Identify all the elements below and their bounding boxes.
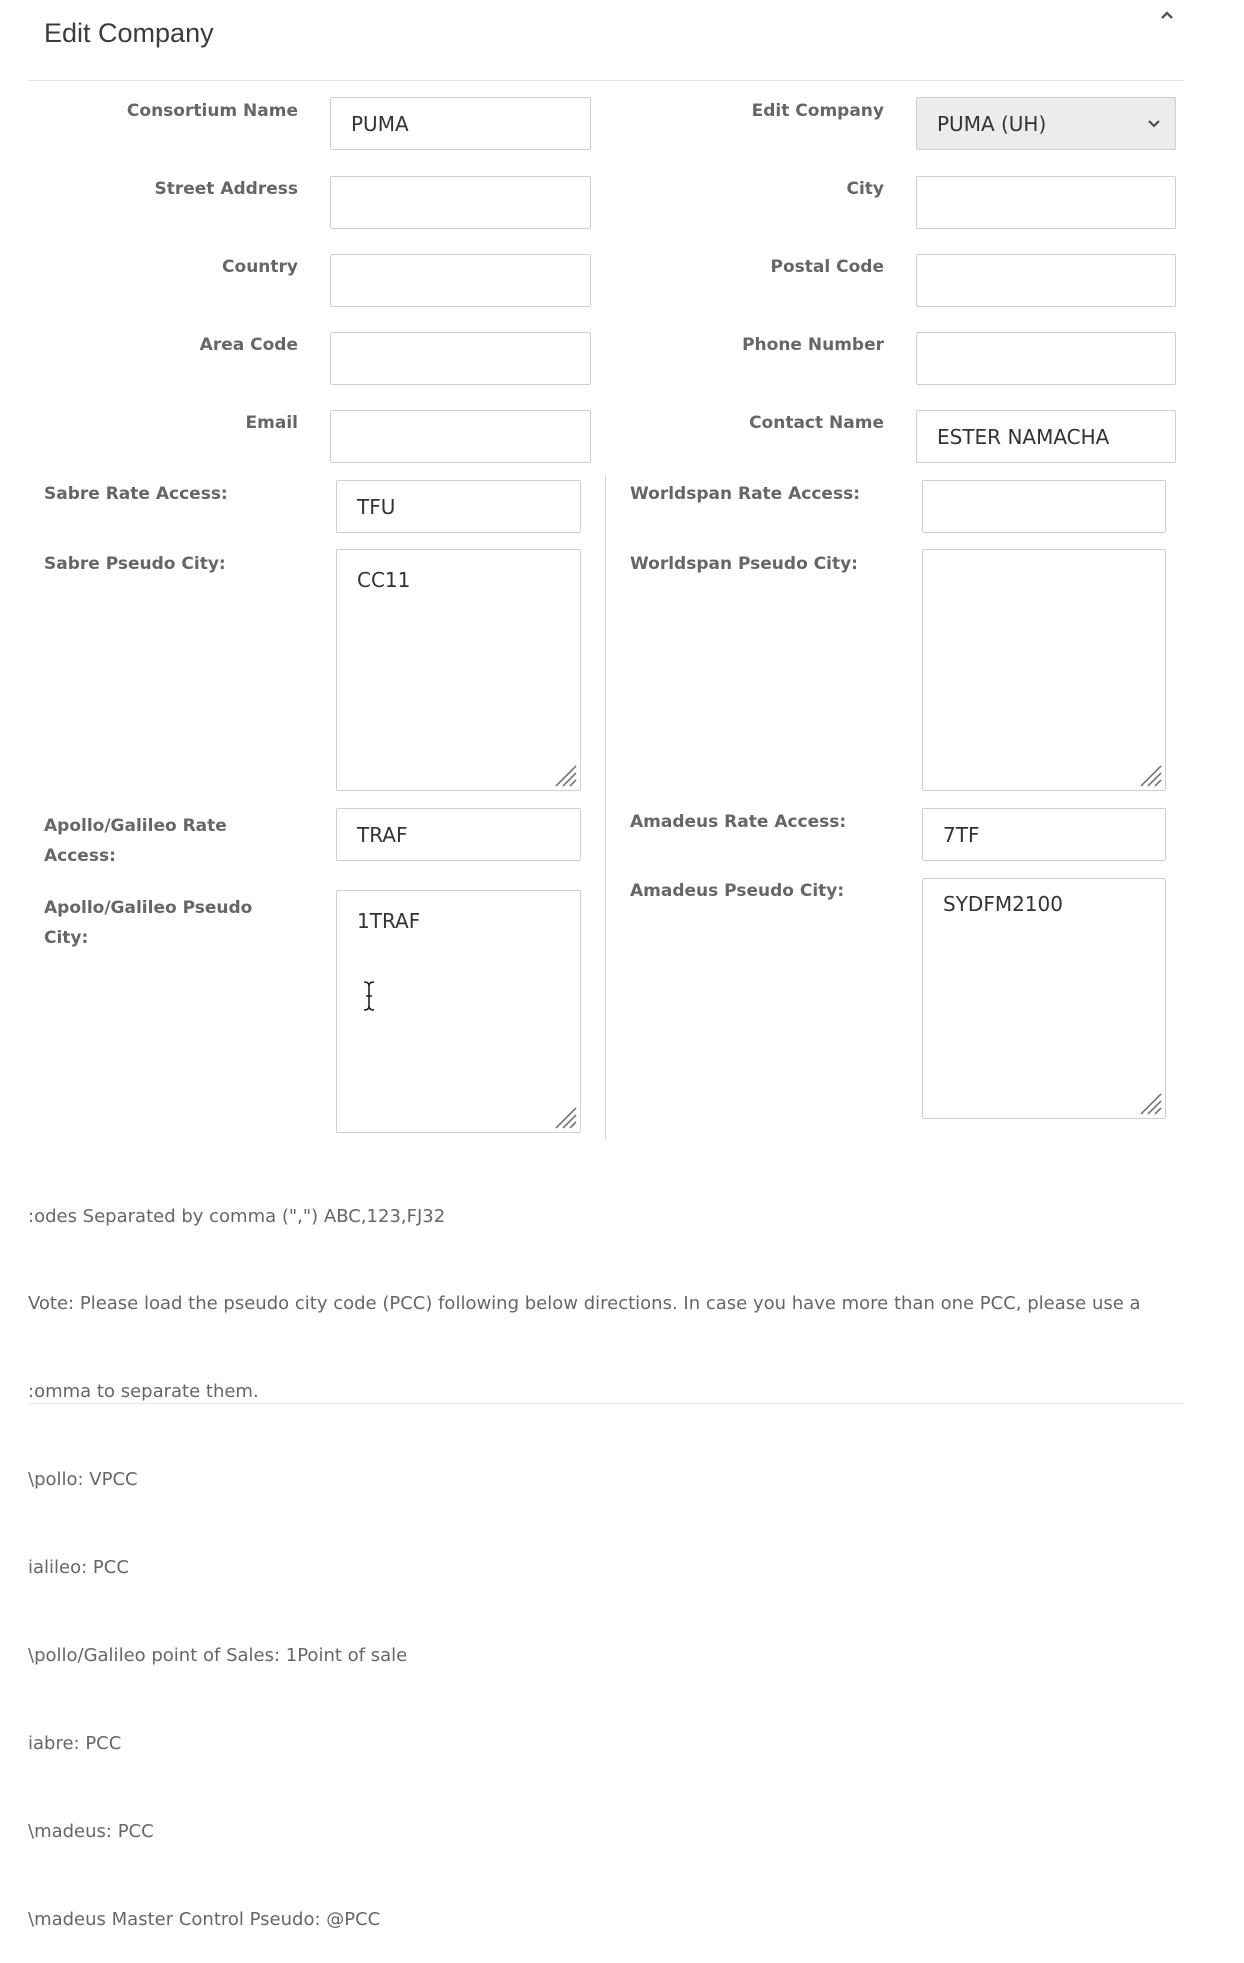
note-line: iabre: PCC — [28, 1732, 122, 1754]
postal-code-input[interactable] — [916, 254, 1176, 307]
apollo-rate-access-input[interactable] — [336, 808, 581, 861]
apollo-rate-access-label — [44, 811, 284, 871]
worldspan-pseudo-city-wrapper — [922, 549, 1166, 791]
resize-handle-icon[interactable] — [552, 1104, 578, 1130]
amadeus-rate-access-input[interactable] — [922, 808, 1166, 861]
note-line: ialileo: PCC — [28, 1557, 129, 1579]
sabre-rate-access-input[interactable] — [336, 480, 581, 533]
apollo-pseudo-city-label-line2: City: — [44, 928, 89, 948]
amadeus-rate-access-label: Amadeus Rate Access: — [630, 812, 847, 832]
amadeus-pseudo-city-wrapper — [922, 878, 1166, 1119]
apollo-pseudo-city-label-line1: Apollo/Galileo Pseudo — [44, 898, 253, 918]
resize-handle-icon[interactable] — [1137, 762, 1163, 788]
chevron-up-icon[interactable] — [1156, 4, 1178, 26]
contact-name-label: Contact Name — [749, 413, 884, 433]
note-line: \madeus: PCC — [28, 1820, 154, 1842]
amadeus-pseudo-city-label: Amadeus Pseudo City: — [630, 881, 845, 901]
amadeus-pseudo-city-textarea[interactable] — [922, 878, 1166, 1119]
worldspan-pseudo-city-textarea[interactable] — [922, 549, 1166, 791]
phone-number-label: Phone Number — [742, 335, 884, 355]
city-input[interactable] — [916, 176, 1176, 229]
street-address-label: Street Address — [154, 179, 298, 199]
chevron-down-icon — [1147, 119, 1161, 129]
area-code-input[interactable] — [330, 332, 591, 385]
country-input[interactable] — [330, 254, 591, 307]
sabre-rate-access-label: Sabre Rate Access: — [44, 484, 228, 504]
sabre-pseudo-city-textarea[interactable] — [336, 549, 581, 791]
note-line: :omma to separate them. — [28, 1381, 259, 1403]
postal-code-label: Postal Code — [770, 257, 884, 277]
footer-divider — [28, 1403, 1184, 1404]
edit-company-select[interactable] — [916, 97, 1176, 150]
contact-name-input[interactable] — [916, 410, 1176, 463]
email-label: Email — [245, 413, 298, 433]
note-line: \madeus Master Control Pseudo: @PCC — [28, 1908, 381, 1930]
city-label: City — [846, 179, 884, 199]
worldspan-rate-access-label: Worldspan Rate Access: — [630, 484, 860, 504]
country-label: Country — [222, 257, 298, 277]
pcc-notes — [28, 1143, 1208, 1963]
consortium-name-input[interactable] — [330, 97, 591, 150]
note-line: Vote: Please load the pseudo city code (PCC) following below directions. In case you have more than one PCC, please use a — [28, 1293, 1141, 1315]
edit-company-label: Edit Company — [751, 101, 884, 121]
edit-company-selected-value: PUMA (UH) — [937, 111, 1047, 136]
street-address-input[interactable] — [330, 176, 591, 229]
area-code-label: Area Code — [199, 335, 298, 355]
note-line: \pollo/Galileo point of Sales: 1Point of sale — [28, 1645, 408, 1667]
worldspan-pseudo-city-label: Worldspan Pseudo City: — [630, 554, 858, 574]
header-divider — [28, 80, 1184, 81]
sabre-pseudo-city-label: Sabre Pseudo City: — [44, 554, 226, 574]
apollo-rate-access-label-line2: Access: — [44, 846, 116, 866]
text-cursor-icon — [360, 980, 378, 1012]
resize-handle-icon[interactable] — [552, 762, 578, 788]
worldspan-rate-access-input[interactable] — [922, 480, 1166, 533]
phone-number-input[interactable] — [916, 332, 1176, 385]
panel-title: Edit Company — [44, 18, 214, 48]
apollo-pseudo-city-label — [44, 893, 284, 953]
email-input[interactable] — [330, 410, 591, 463]
resize-handle-icon[interactable] — [1137, 1090, 1163, 1116]
apollo-rate-access-label-line1: Apollo/Galileo Rate — [44, 816, 227, 836]
consortium-name-label: Consortium Name — [126, 101, 298, 121]
note-line: \pollo: VPCC — [28, 1469, 138, 1491]
note-line: :odes Separated by comma (",") ABC,123,FJ32 — [28, 1205, 446, 1227]
sabre-pseudo-city-wrapper — [336, 549, 581, 791]
column-divider — [605, 474, 606, 1140]
